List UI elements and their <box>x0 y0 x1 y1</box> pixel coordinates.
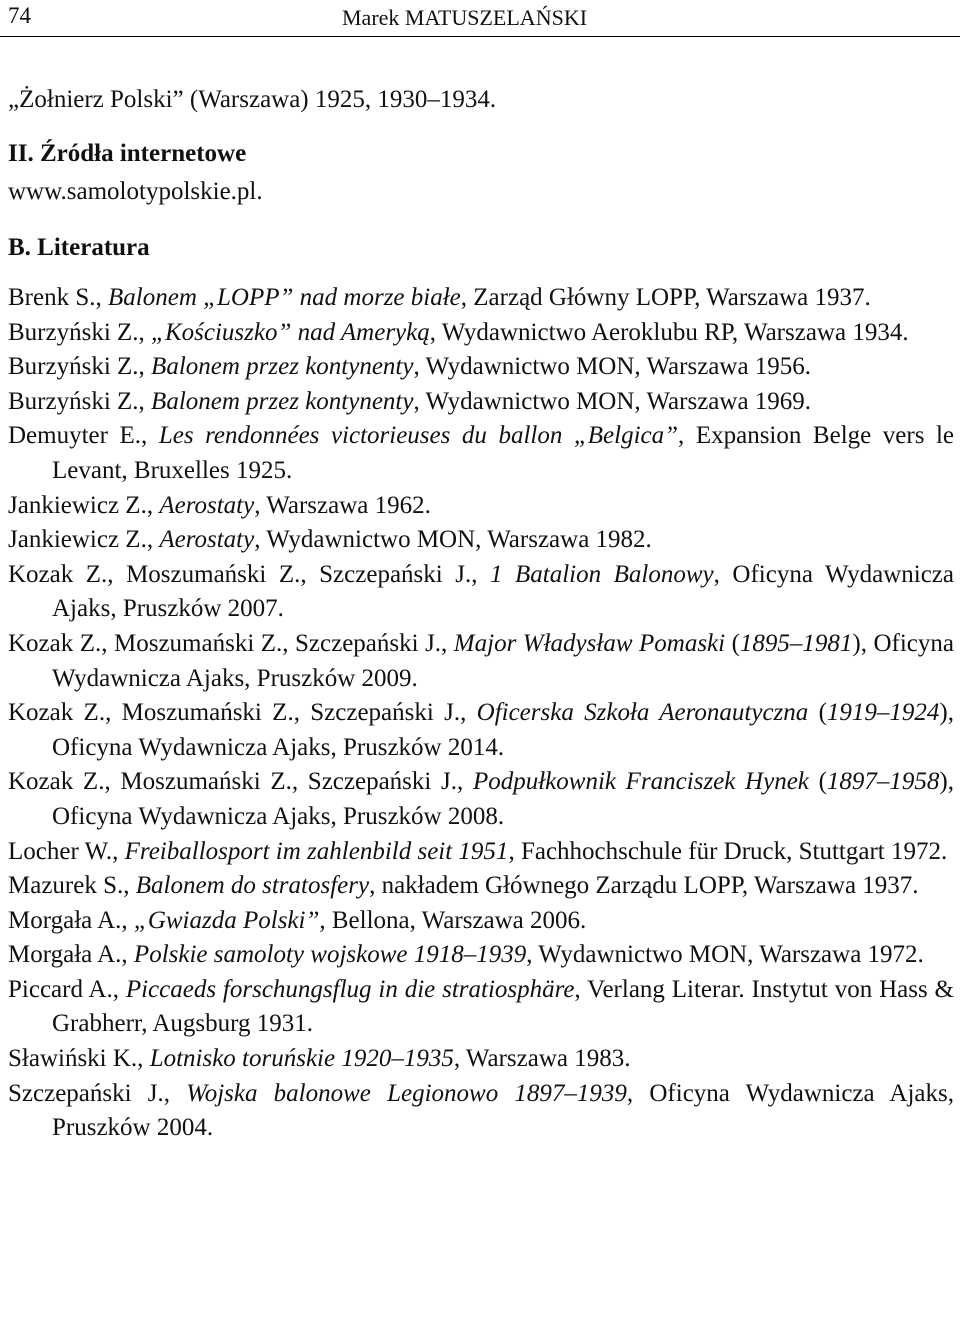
entry-text: , Warszawa 1962. <box>254 491 431 519</box>
entry-text: Brenk S., <box>8 284 108 311</box>
bibliography-entry <box>8 350 954 385</box>
entry-text: ), Oficyna Wydawnicza Ajaks, Pruszków 2008. <box>52 768 954 830</box>
bibliography-entry <box>8 316 954 351</box>
entry-text: Mazurek S., <box>8 872 136 900</box>
entry-text: Morgała A., <box>8 941 134 969</box>
entry-text: Kozak Z., Moszumański Z., Szczepański J., <box>8 768 473 796</box>
entry-text: , Verlang Literar. Instytut von Hass & Grabherr, Augsburg 1931. <box>52 975 954 1038</box>
entry-text: ), Oficyna Wydawnicza Ajaks, Pruszków 2009. <box>52 629 955 692</box>
entry-text: , Oficyna Wydawnicza Ajaks, Pruszków 2004. <box>52 1079 954 1142</box>
entry-text: , Wydawnictwo MON, Warszawa 1956. <box>413 353 812 381</box>
entry-text: Kozak Z., Moszumański Z., Szczepański J., <box>8 699 477 727</box>
entry-text: , Zarząd Główny LOPP, Warszawa 1937. <box>460 284 871 311</box>
entry-text: Kozak Z., Moszumański Z., Szczepański J., <box>8 629 454 657</box>
entry-text: Kozak Z., Moszumański Z., Szczepański J., <box>8 560 490 588</box>
entry-title-italic: Aerostaty <box>159 526 255 554</box>
website-entry: www.samolotypolskie.pl. <box>8 178 263 205</box>
entry-text: , Wydawnictwo MON, Warszawa 1972. <box>526 941 924 969</box>
entry-text: Morgała A., <box>8 906 134 934</box>
periodical-entry: „Żołnierz Polski” (Warszawa) 1925, 1930–1934. <box>8 86 497 113</box>
entry-title-italic: 1 Batalion Balonowy <box>490 560 714 588</box>
entry-text: ( <box>808 699 827 727</box>
entry-title-italic: Podpułkownik Franciszek Hynek <box>472 768 809 796</box>
bibliography-entry <box>8 938 954 973</box>
entry-title-italic: Balonem przez kontynenty <box>151 387 414 415</box>
entry-title-italic: Les rendonnées victorieuses du ballon „Belgica” <box>158 422 679 450</box>
bibliography-entry <box>8 973 954 1042</box>
entry-title-italic: Aerostaty <box>159 491 255 519</box>
bibliography-entry <box>8 489 954 524</box>
entry-title-italic: 1897–1958 <box>826 768 940 796</box>
entry-text: Locher W., <box>8 837 125 865</box>
bibliography-entry <box>8 869 954 904</box>
entry-title-italic: Oficerska Szkoła Aeronautyczna <box>476 699 809 727</box>
literature-list <box>8 281 954 1146</box>
entry-text: , Bellona, Warszawa 2006. <box>319 906 587 934</box>
entry-title-italic: Lotnisko toruńskie 1920–1935 <box>149 1045 454 1073</box>
entry-text: Demuyter E., <box>8 422 159 450</box>
bibliography-entry <box>8 765 954 834</box>
entry-text: , Expansion Belge vers le Levant, Bruxelles 1925. <box>52 422 955 484</box>
entry-title-italic: Piccaeds forschungsflug in die stratiosphäre <box>125 975 575 1003</box>
page-number: 74 <box>8 3 31 28</box>
bibliography-entry <box>8 904 954 939</box>
running-title: Marek MATUSZELAŃSKI <box>342 5 588 30</box>
entry-title-italic: Polskie samoloty wojskowe 1918–1939 <box>133 941 527 969</box>
entry-title-italic: 1919–1924 <box>826 699 940 727</box>
page-header <box>0 0 960 37</box>
entry-text: Burzyński Z., <box>8 387 152 415</box>
entry-text: ), Oficyna Wydawnicza Ajaks, Pruszków 2014. <box>52 699 954 761</box>
bibliography-entry <box>8 1077 954 1146</box>
bibliography-entry <box>8 523 954 558</box>
entry-text: , Wydawnictwo MON, Warszawa 1982. <box>254 526 652 554</box>
entry-text: Szczepański J., <box>8 1079 187 1107</box>
entry-text: Piccard A., <box>8 975 126 1003</box>
entry-text: , Warszawa 1983. <box>453 1045 631 1073</box>
bibliography-entry <box>8 385 954 420</box>
entry-text: , Wydawnictwo Aeroklubu RP, Warszawa 1934. <box>429 318 909 346</box>
bibliography-entry <box>8 419 954 488</box>
entry-text: , Wydawnictwo MON, Warszawa 1969. <box>413 387 812 415</box>
entry-text: , Fachhochschule für Druck, Stuttgart 1972. <box>508 837 948 865</box>
entry-text: , Oficyna Wydawnicza Ajaks, Pruszków 2007. <box>52 560 954 623</box>
bibliography <box>8 83 954 1146</box>
entry-title-italic: Freiballosport im zahlenbild seit 1951 <box>124 837 509 865</box>
entry-title-italic: Major Władysław Pomaski <box>453 629 726 657</box>
entry-title-italic: Wojska balonowe Legionowo 1897–1939 <box>186 1079 627 1107</box>
bibliography-entry <box>8 696 954 765</box>
bibliography-entry <box>8 835 954 870</box>
entry-title-italic: Balonem do stratosfery <box>135 872 370 900</box>
section-heading-internet-sources: II. Źródła internetowe <box>8 140 247 167</box>
entry-text: Burzyński Z., <box>8 353 152 381</box>
section-heading-literature: B. Literatura <box>8 234 150 261</box>
entry-title-italic: Balonem przez kontynenty <box>151 353 414 381</box>
entry-title-italic: „Gwiazda Polski” <box>133 906 320 934</box>
entry-text: Jankiewicz Z., <box>8 491 160 519</box>
entry-title-italic: 1895–1981 <box>739 629 853 657</box>
bibliography-entry <box>8 558 954 627</box>
entry-text: Sławiński K., <box>8 1045 150 1073</box>
bibliography-entry <box>8 281 954 316</box>
entry-text: Burzyński Z., <box>8 318 152 346</box>
entry-text: ( <box>808 768 827 796</box>
entry-text: ( <box>725 629 740 657</box>
bibliography-entry <box>8 1042 954 1077</box>
entry-text: Jankiewicz Z., <box>8 526 160 554</box>
entry-text: , nakładem Głównego Zarządu LOPP, Warszawa 1937. <box>369 872 919 900</box>
entry-title-italic: „Kościuszko” nad Ameryką <box>151 318 430 346</box>
entry-title-italic: Balonem „LOPP” nad morze białe <box>108 284 461 311</box>
bibliography-entry <box>8 627 954 696</box>
